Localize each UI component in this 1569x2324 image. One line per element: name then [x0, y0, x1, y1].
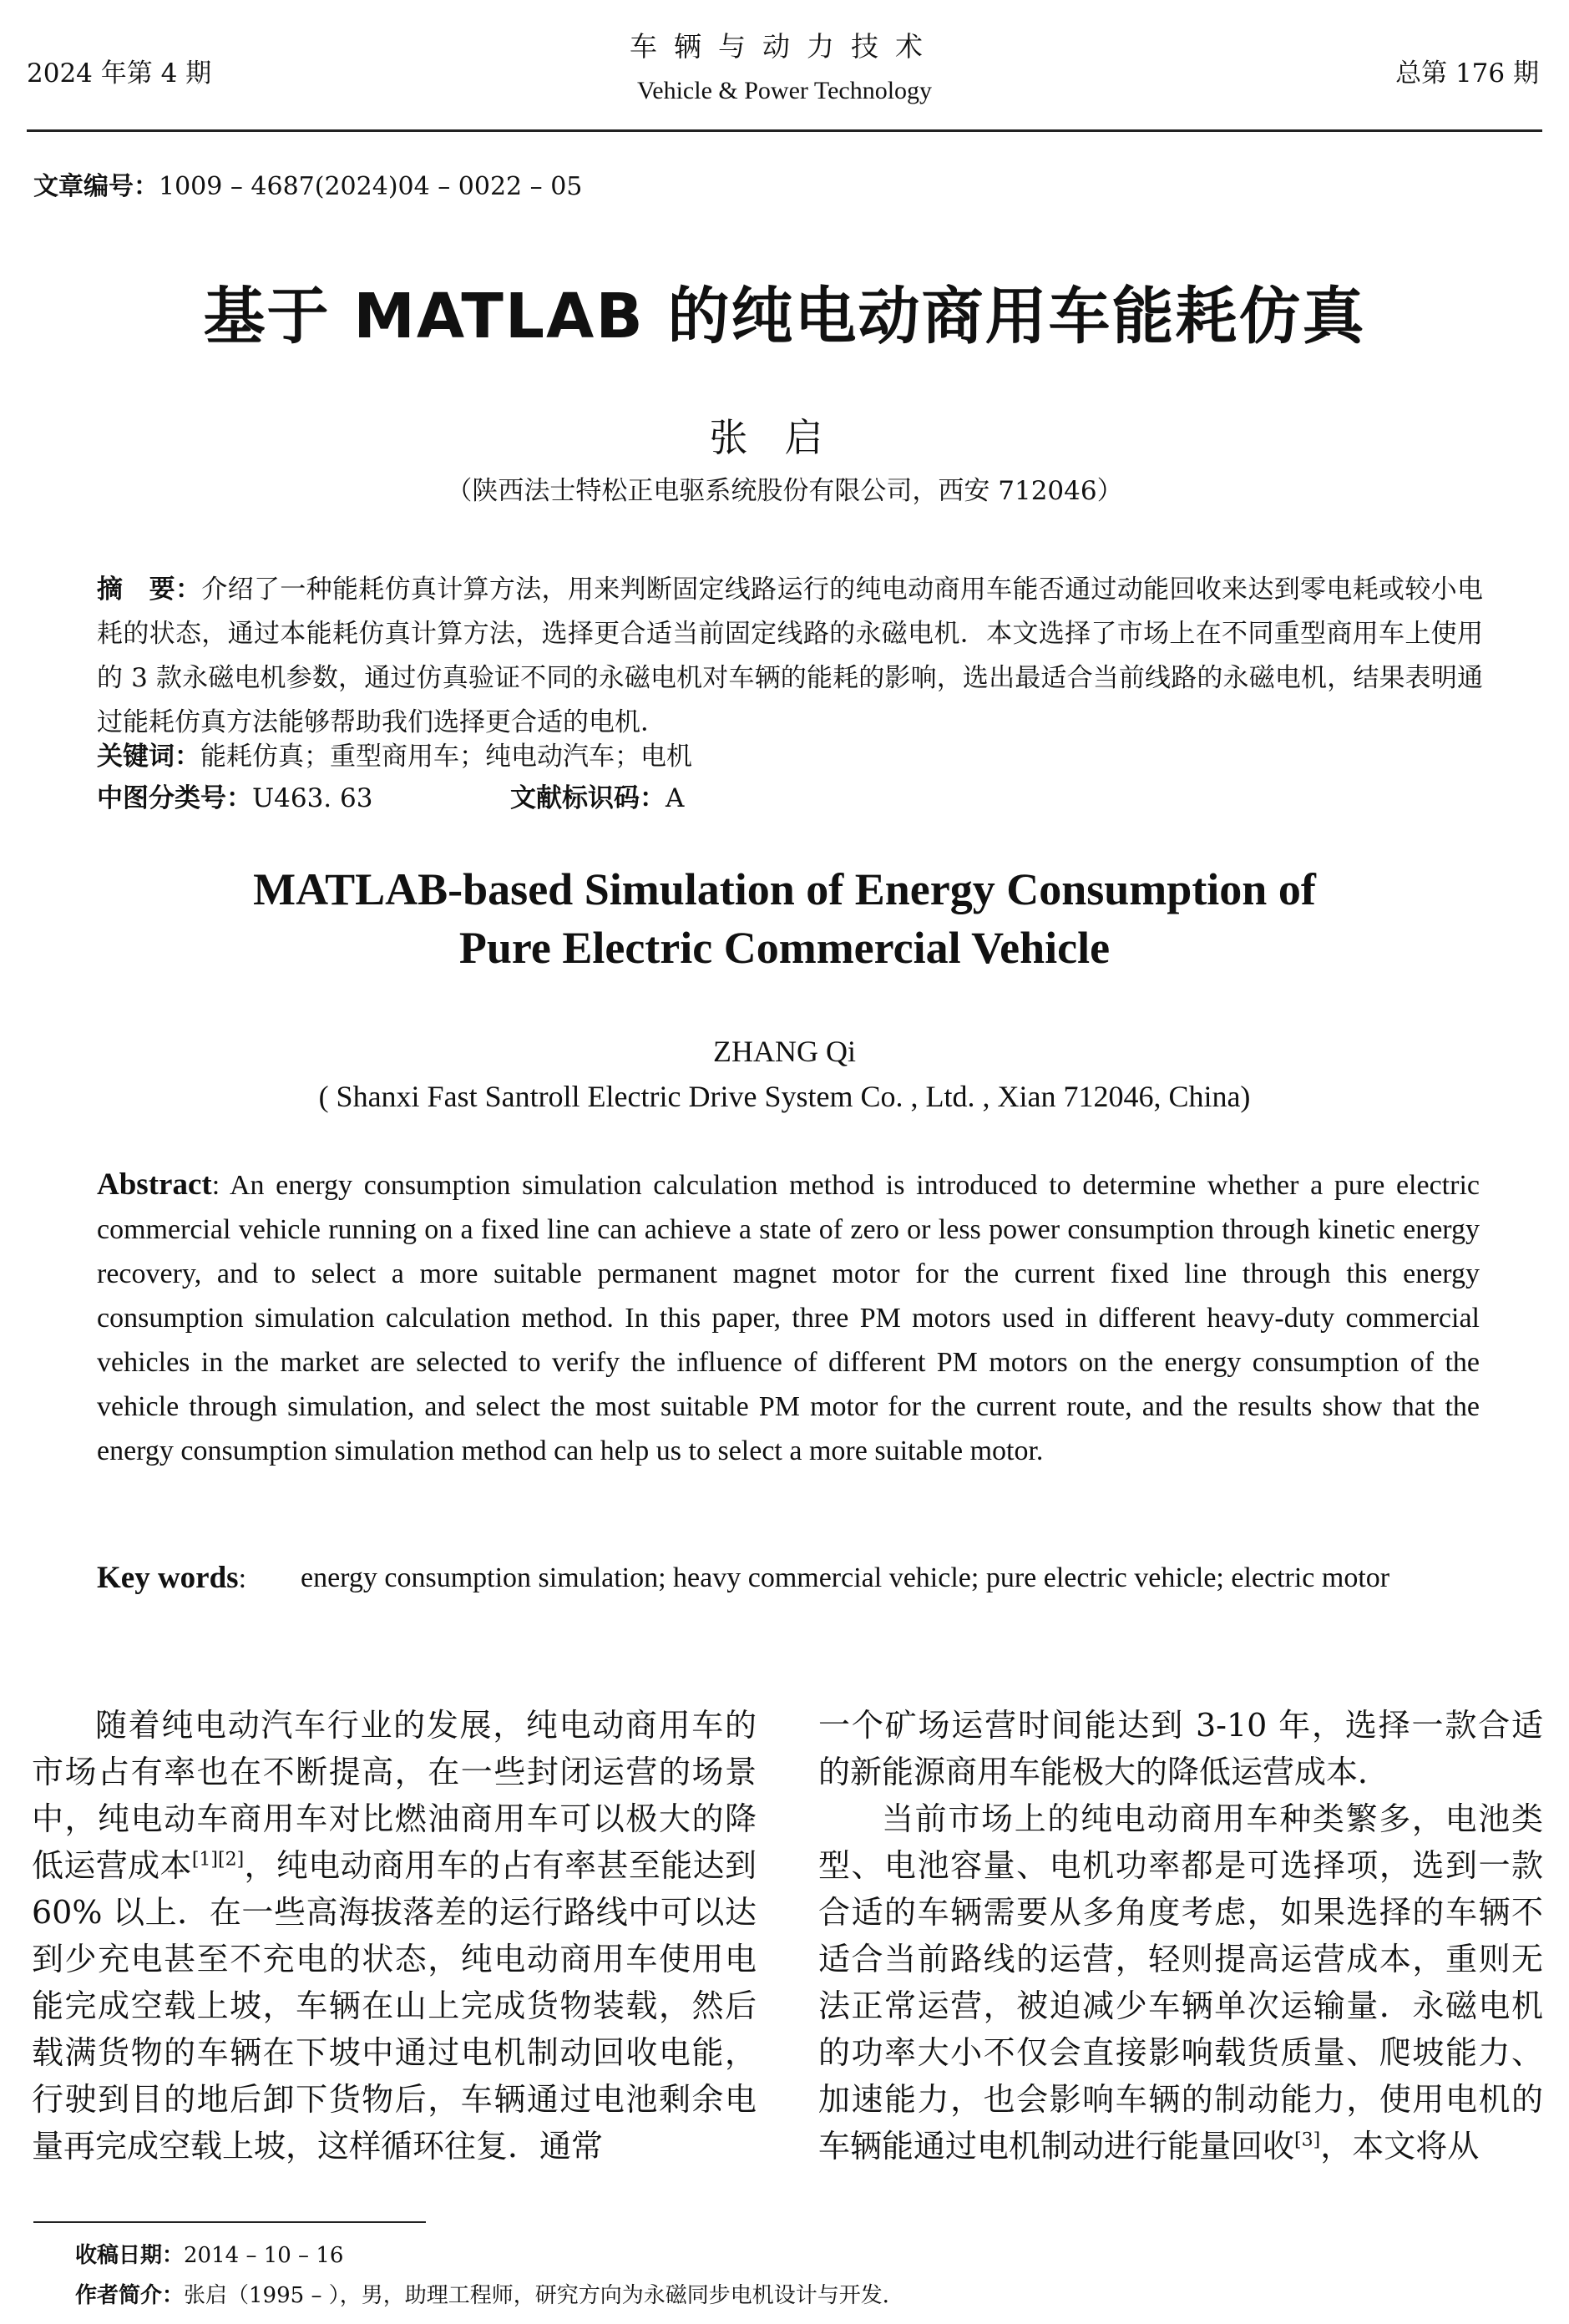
citation-ref: [1]: [191, 1849, 218, 1871]
keywords-en: [97, 1557, 1480, 1601]
issue-number: 2024 年第 4 期: [27, 58, 212, 89]
citation-ref: [3]: [1294, 2129, 1321, 2151]
abstract-en-label: Abstract: [97, 1167, 212, 1202]
received-date: [75, 2238, 343, 2269]
author-cn: 张启: [709, 415, 860, 460]
body-text: ，纯电动商用车的占有率甚至能达到 60% 以上．在一些高海拔落差的运行路线中可以达到少充电甚至不充电的状态，纯电动商用车使用电能完成空载上坡，车辆在山上完成货物装载，然后载满货物的车辆在下坡中通过电机制动回收电能，行驶到目的地后卸下货物后，车辆通过电池剩余电量再完成空载上坡，这样循环往复．通常: [32, 1847, 757, 2165]
footnote-rule: [33, 2221, 426, 2223]
journal-name-en: Vehicle & Power Technology: [636, 77, 933, 104]
article-number: [33, 165, 582, 202]
author-bio-label: 作者简介：: [75, 2283, 185, 2308]
abstract-en-separator: :: [211, 1170, 230, 1201]
title-en: [0, 860, 1569, 977]
total-issue-number: 总第 176 期: [1395, 58, 1539, 89]
document-code-value: A: [666, 783, 685, 813]
document-code-label: 文献标识码：: [510, 783, 666, 813]
body-text: ，本文将从: [1320, 2128, 1480, 2165]
author-bio-value: 张启（1995 – ），男，助理工程师，研究方向为永磁同步电机设计与开发．: [184, 2283, 904, 2308]
page-header: [0, 0, 1569, 134]
title-en-line-1: MATLAB-based Simulation of Energy Consumption of: [253, 864, 1316, 914]
journal-name-cn: 车辆与动力技术: [630, 30, 939, 63]
classification-line: [97, 777, 685, 814]
author-bio: [75, 2278, 904, 2309]
keywords-cn-text: 能耗仿真；重型商用车；纯电动汽车；电机: [200, 742, 692, 772]
abstract-cn: [97, 568, 1483, 745]
affiliation-en: ( Shanxi Fast Santroll Electric Drive System Co. , Ltd. , Xian 712046, China): [318, 1080, 1251, 1113]
received-date-label: 收稿日期：: [75, 2243, 185, 2268]
article-number-label: 文章编号：: [33, 172, 159, 201]
keywords-en-label: Key words: [97, 1561, 239, 1595]
abstract-en: [97, 1162, 1480, 1473]
keywords-cn: [97, 735, 692, 772]
keywords-en-separator: :: [238, 1563, 247, 1594]
article-number-value: 1009 – 4687(2024)04 – 0022 – 05: [159, 172, 583, 201]
document-code: [510, 777, 684, 814]
citation-ref: [2]: [218, 1849, 245, 1871]
body-paragraph: [32, 1702, 757, 2170]
affiliation-cn: （陕西法士特松正电驱系统股份有限公司，西安 712046）: [446, 476, 1123, 506]
abstract-cn-label: 摘 要：: [97, 575, 202, 605]
body-column-left: [32, 1702, 757, 2170]
received-date-value: 2014 – 10 – 16: [184, 2243, 344, 2268]
body-paragraph: [818, 1702, 1543, 1795]
abstract-en-text: An energy consumption simulation calculation method is introduced to determine whether a pure electric commercial vehicle running on a fixed line can achieve a state of zero or less power consumption through kinetic energy recovery, and to select a more suitable permanent magnet motor for the current fixed line through this energy consumption simulation calculation method. In this paper, three PM motors used in different heavy-duty commercial vehicles in the market are selected to verify the influence of different PM motors on the energy consumption of the vehicle through simulation, and select the most suitable PM motor for the current route, and the results show that the energy consumption simulation method can help us to select a more suitable motor.: [97, 1170, 1480, 1466]
body-text: 当前市场上的纯电动商用车种类繁多，电池类型、电池容量、电机功率都是可选择项，选到一款合适的车辆需要从多角度考虑，如果选择的车辆不适合当前路线的运营，轻则提高运营成本，重则无法正常运营，被迫减少车辆单次运输量．永磁电机的功率大小不仅会直接影响载货质量、爬坡能力、加速能力，也会影响车辆的制动能力，使用电机的车辆能通过电机制动进行能量回收: [818, 1800, 1543, 2165]
abstract-cn-text: 介绍了一种能耗仿真计算方法，用来判断固定线路运行的纯电动商用车能否通过动能回收来达到零电耗或较小电耗的状态，通过本能耗仿真计算方法，选择更合适当前固定线路的永磁电机．本文选择了市场上在不同重型商用车上使用的 3 款永磁电机参数，通过仿真验证不同的永磁电机对车辆的能耗的影响，选出最适合当前线路的永磁电机，结果表明通过能耗仿真方法能够帮助我们选择更合适的电机．: [97, 575, 1483, 737]
clc-value: U463. 63: [252, 783, 373, 813]
keywords-cn-label: 关键词：: [97, 742, 200, 772]
body-text: 随着纯电动汽车行业的发展，纯电动商用车的市场占有率也在不断提高，在一些封闭运营的场景中，纯电动车商用车对比燃油商用车可以极大的降低运营成本: [32, 1707, 757, 1884]
clc-label: 中图分类号：: [97, 783, 252, 813]
title-cn: 基于 MATLAB 的纯电动商用车能耗仿真: [203, 281, 1366, 352]
body-text: 一个矿场运营时间能达到 3-10 年，选择一款合适的新能源商用车能极大的降低运营成本．: [818, 1707, 1543, 1790]
header-rule: [27, 129, 1542, 132]
keywords-en-text: energy consumption simulation; heavy commercial vehicle; pure electric vehicle; electric motor: [301, 1562, 1390, 1593]
author-en: ZHANG Qi: [713, 1035, 856, 1068]
body-paragraph: [818, 1795, 1543, 2170]
title-en-line-2: Pure Electric Commercial Vehicle: [458, 923, 1111, 973]
body-column-right: [818, 1702, 1543, 2170]
